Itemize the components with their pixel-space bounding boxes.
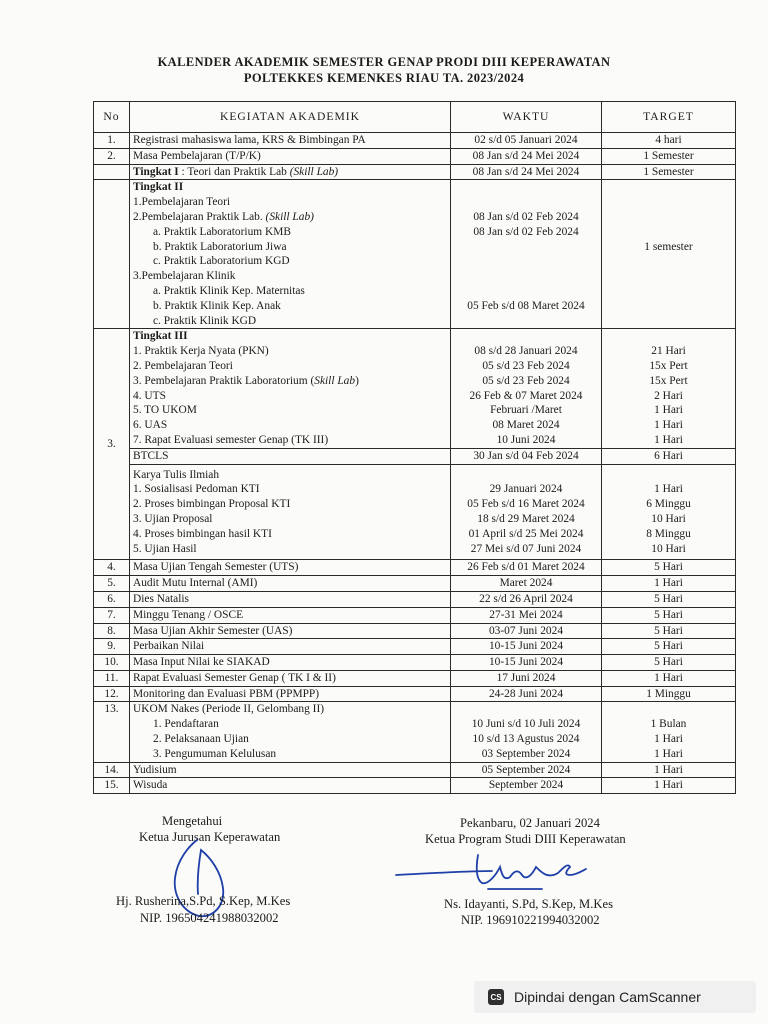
target-value: 1 Hari <box>654 733 683 746</box>
list-item: 4. UTS <box>133 389 166 402</box>
row-target: 1 Minggu <box>602 686 736 702</box>
row-waktu: 02 s/d 05 Januari 2024 <box>451 133 602 149</box>
row-no: 5. <box>94 576 130 592</box>
list-item-text: 3. Pembelajaran Praktik Laboratorium ( <box>133 374 315 387</box>
target-value: 15x Pert <box>649 374 688 387</box>
list-item: 1. Sosialisasi Pedoman KTI <box>133 483 260 496</box>
waktu-value: 01 April s/d 25 Mei 2024 <box>468 527 584 540</box>
table-row <box>94 686 736 702</box>
waktu-value: 05 s/d 23 Feb 2024 <box>482 374 570 387</box>
table-row <box>94 576 736 592</box>
table-row-ukom <box>94 702 736 762</box>
left-sign-nip: NIP. 196504241988032002 <box>140 911 279 925</box>
list-item: 1. Praktik Kerja Nyata (PKN) <box>133 345 269 358</box>
table-row-btcls <box>94 448 736 464</box>
row-kegiatan: Wisuda <box>130 778 451 794</box>
row-kegiatan <box>130 702 451 762</box>
row-no: 6. <box>94 591 130 607</box>
table-row-kti <box>94 464 736 560</box>
target-value: 15x Pert <box>649 359 688 372</box>
waktu-value: 08 Jan s/d 02 Feb 2024 <box>473 210 579 223</box>
row-target: 1 Semester <box>602 148 736 164</box>
col-header-kegiatan: KEGIATAN AKADEMIK <box>130 102 451 133</box>
row-kegiatan: Audit Mutu Internal (AMI) <box>130 576 451 592</box>
title-line-2: POLTEKKES KEMENKES RIAU TA. 2023/2024 <box>243 71 525 85</box>
row-target: 4 hari <box>602 133 736 149</box>
row-kegiatan <box>130 329 451 448</box>
academic-calendar-table <box>93 101 736 794</box>
row-no: 9. <box>94 639 130 655</box>
list-item: c. Praktik Laboratorium KGD <box>153 255 290 268</box>
row-target: 1 Hari <box>602 778 736 794</box>
waktu-value: 10 Juni 2024 <box>496 433 556 446</box>
row-target: 1 Semester <box>602 164 736 180</box>
tingkat-1-label: Tingkat I <box>133 165 179 178</box>
list-item-text: 2.Pembelajaran Praktik Lab. <box>133 210 266 223</box>
waktu-value: 26 Feb & 07 Maret 2024 <box>469 389 583 402</box>
row-target: 5 Hari <box>602 655 736 671</box>
waktu-value: 18 s/d 29 Maret 2024 <box>477 512 575 525</box>
row-waktu: 26 Feb s/d 01 Maret 2024 <box>451 560 602 576</box>
table-row <box>94 591 736 607</box>
row-no: 12. <box>94 686 130 702</box>
target-value: 1 Bulan <box>650 718 687 731</box>
list-item: 2. Pembelajaran Teori <box>133 359 233 372</box>
list-item: 1. Pendaftaran <box>153 718 219 731</box>
table-row <box>94 164 736 180</box>
right-sign-name: Ns. Idayanti, S.Pd, S.Kep, M.Kes <box>444 897 613 911</box>
tingkat-1-italic: (Skill Lab) <box>289 165 339 178</box>
row-kegiatan <box>130 464 451 560</box>
target-value: 6 Minggu <box>646 498 691 511</box>
target-value: 21 Hari <box>651 345 686 358</box>
row-target: 5 Hari <box>602 591 736 607</box>
row-waktu: Maret 2024 <box>451 576 602 592</box>
row-kegiatan: Masa Pembelajaran (T/P/K) <box>130 148 451 164</box>
row-waktu: 24-28 Juni 2024 <box>451 686 602 702</box>
list-item: c. Praktik Klinik KGD <box>153 314 257 327</box>
row-no: 14. <box>94 762 130 778</box>
list-item-italic: (Skill Lab) <box>265 210 314 223</box>
ukom-heading: UKOM Nakes (Periode II, Gelombang II) <box>133 703 325 716</box>
list-item: 4. Proses bimbingan hasil KTI <box>133 527 272 540</box>
target-value: 10 Hari <box>651 542 686 555</box>
list-item: 3. Pengumuman Kelulusan <box>153 747 277 760</box>
kti-heading: Karya Tulis Ilmiah <box>133 468 220 481</box>
right-sign-nip: NIP. 196910221994032002 <box>461 913 600 927</box>
row-waktu: 05 September 2024 <box>451 762 602 778</box>
target-value: 8 Minggu <box>646 527 691 540</box>
row-waktu: 10-15 Juni 2024 <box>451 655 602 671</box>
target-value: 1 Hari <box>654 747 683 760</box>
row-kegiatan: Masa Input Nilai ke SIAKAD <box>130 655 451 671</box>
waktu-value: 05 s/d 23 Feb 2024 <box>482 359 570 372</box>
target-value: 1 Hari <box>654 404 683 417</box>
list-item <box>133 374 447 389</box>
list-item: a. Praktik Klinik Kep. Maternitas <box>153 284 305 297</box>
document-title <box>0 54 768 86</box>
table-row-tingkat-2 <box>94 180 736 329</box>
row-no: 11. <box>94 670 130 686</box>
table-row <box>94 607 736 623</box>
row-waktu: 30 Jan s/d 04 Feb 2024 <box>451 448 602 464</box>
left-sign-line-2: Ketua Jurusan Keperawatan <box>139 830 281 844</box>
waktu-value: 05 Feb s/d 16 Maret 2024 <box>467 498 585 511</box>
target-value: 1 Hari <box>654 433 683 446</box>
list-item: a. Praktik Laboratorium KMB <box>153 225 291 238</box>
row-no: 7. <box>94 607 130 623</box>
row-target: 1 Hari <box>602 670 736 686</box>
row-kegiatan <box>130 164 451 180</box>
row-waktu <box>451 702 602 762</box>
row-waktu: 17 Juni 2024 <box>451 670 602 686</box>
table-row <box>94 133 736 149</box>
row-kegiatan: Rapat Evaluasi Semester Genap ( TK I & II) <box>130 670 451 686</box>
row-target: 1 Hari <box>602 576 736 592</box>
camscanner-logo-icon: CS <box>488 989 504 1005</box>
row-kegiatan: Minggu Tenang / OSCE <box>130 607 451 623</box>
row-waktu: 08 Jan s/d 24 Mei 2024 <box>451 164 602 180</box>
row-waktu <box>451 329 602 448</box>
right-signature-scribble-icon <box>392 845 592 900</box>
waktu-value: Februari /Maret <box>490 404 562 417</box>
row-no <box>94 180 130 329</box>
row-target <box>602 180 736 329</box>
waktu-value: 05 Feb s/d 08 Maret 2024 <box>467 299 585 312</box>
table-row-tingkat-3 <box>94 329 736 448</box>
waktu-value: 08 Maret 2024 <box>492 419 560 432</box>
row-waktu: 03-07 Juni 2024 <box>451 623 602 639</box>
table-row <box>94 655 736 671</box>
row-target <box>602 464 736 560</box>
left-sign-name: Hj. Rusherina,S.Pd, S.Kep, M.Kes <box>116 894 291 908</box>
waktu-value: 10 Juni s/d 10 Juli 2024 <box>471 718 581 731</box>
waktu-value: 03 September 2024 <box>481 747 571 760</box>
target-value: 10 Hari <box>651 512 686 525</box>
target-value: 1 Hari <box>654 483 683 496</box>
row-waktu: 08 Jan s/d 24 Mei 2024 <box>451 148 602 164</box>
camscanner-watermark <box>474 981 756 1013</box>
waktu-value: 29 Januari 2024 <box>489 483 563 496</box>
col-header-target: TARGET <box>602 102 736 133</box>
row-target: 1 Hari <box>602 762 736 778</box>
col-header-no: No <box>94 102 130 133</box>
row-target <box>602 329 736 448</box>
list-item-italic: Skill Lab <box>314 374 356 387</box>
list-item: 2. Proses bimbingan Proposal KTI <box>133 498 291 511</box>
list-item: 1.Pembelajaran Teori <box>133 196 231 209</box>
list-item: b. Praktik Klinik Kep. Anak <box>153 299 281 312</box>
row-no: 15. <box>94 778 130 794</box>
row-no: 8. <box>94 623 130 639</box>
table-row <box>94 778 736 794</box>
row-no: 10. <box>94 655 130 671</box>
camscanner-label: Dipindai dengan CamScanner <box>514 989 701 1005</box>
row-waktu: September 2024 <box>451 778 602 794</box>
tingkat-2-heading: Tingkat II <box>133 181 184 194</box>
table-row <box>94 560 736 576</box>
row-kegiatan: Masa Ujian Tengah Semester (UTS) <box>130 560 451 576</box>
row-kegiatan: Perbaikan Nilai <box>130 639 451 655</box>
list-item: b. Praktik Laboratorium Jiwa <box>153 240 287 253</box>
table-row <box>94 670 736 686</box>
target-value: 2 Hari <box>654 389 683 402</box>
row-kegiatan: BTCLS <box>130 448 451 464</box>
tingkat-1-desc: : Teori dan Praktik Lab <box>178 165 290 178</box>
waktu-value: 10 s/d 13 Agustus 2024 <box>472 733 580 746</box>
list-item <box>133 210 447 225</box>
row-no: 4. <box>94 560 130 576</box>
table-row <box>94 623 736 639</box>
row-kegiatan: Masa Ujian Akhir Semester (UAS) <box>130 623 451 639</box>
row-target: 6 Hari <box>602 448 736 464</box>
table-row <box>94 762 736 778</box>
row-no: 2. <box>94 148 130 164</box>
row-waktu <box>451 180 602 329</box>
row-waktu: 22 s/d 26 April 2024 <box>451 591 602 607</box>
row-kegiatan: Yudisium <box>130 762 451 778</box>
right-sign-place-date: Pekanbaru, 02 Januari 2024 <box>460 816 600 830</box>
row-no <box>94 164 130 180</box>
row-target: 5 Hari <box>602 560 736 576</box>
row-waktu <box>451 464 602 560</box>
right-sign-line-2: Ketua Program Studi DIII Keperawatan <box>425 832 626 846</box>
row-waktu: 10-15 Juni 2024 <box>451 639 602 655</box>
row-waktu: 27-31 Mei 2024 <box>451 607 602 623</box>
table-row <box>94 639 736 655</box>
col-header-waktu: WAKTU <box>451 102 602 133</box>
list-item: 3. Ujian Proposal <box>133 512 213 525</box>
row-target: 5 Hari <box>602 639 736 655</box>
target-value: 1 Hari <box>654 419 683 432</box>
row-kegiatan <box>130 180 451 329</box>
waktu-value: 27 Mei s/d 07 Juni 2024 <box>470 542 582 555</box>
left-sign-line-1: Mengetahui <box>162 814 223 828</box>
table-header-row <box>94 102 736 133</box>
row-target: 5 Hari <box>602 607 736 623</box>
list-item: 5. Ujian Hasil <box>133 542 197 555</box>
row-no: 1. <box>94 133 130 149</box>
row-kegiatan: Monitoring dan Evaluasi PBM (PPMPP) <box>130 686 451 702</box>
tingkat-3-heading: Tingkat III <box>133 330 188 343</box>
list-item-text: ) <box>355 374 359 387</box>
row-kegiatan: Registrasi mahasiswa lama, KRS & Bimbingan PA <box>130 133 451 149</box>
list-item: 3.Pembelajaran Klinik <box>133 270 236 283</box>
row-kegiatan: Dies Natalis <box>130 591 451 607</box>
waktu-value: 08 s/d 28 Januari 2024 <box>474 345 578 358</box>
row-target <box>602 702 736 762</box>
row-no: 13. <box>94 702 130 762</box>
title-line-1: KALENDER AKADEMIK SEMESTER GENAP PRODI DIII KEPERAWATAN <box>157 55 611 69</box>
row-target: 5 Hari <box>602 623 736 639</box>
list-item: 7. Rapat Evaluasi semester Genap (TK III) <box>133 433 329 446</box>
table-row <box>94 148 736 164</box>
list-item: 2. Pelaksanaan Ujian <box>153 733 249 746</box>
list-item: 5. TO UKOM <box>133 404 197 417</box>
target-value: 1 semester <box>644 240 693 253</box>
waktu-value: 08 Jan s/d 02 Feb 2024 <box>473 225 579 238</box>
row-no: 3. <box>94 329 130 560</box>
list-item: 6. UAS <box>133 419 168 432</box>
